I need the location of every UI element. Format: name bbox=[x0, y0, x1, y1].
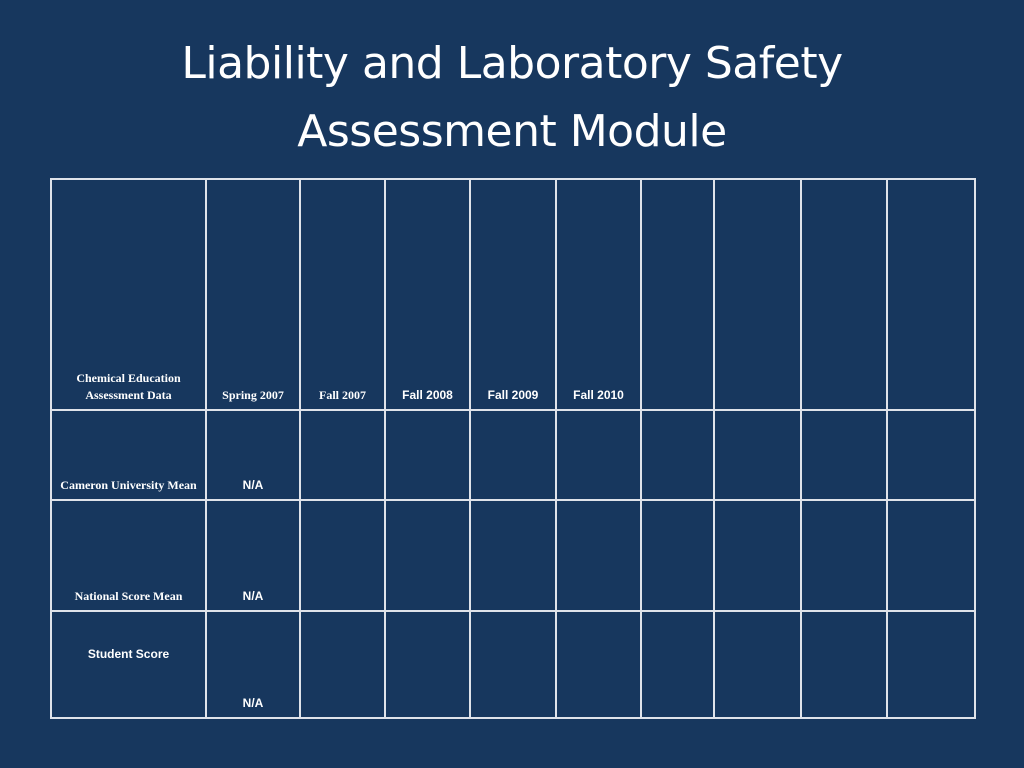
row-label-cell: Student Score bbox=[51, 611, 206, 718]
table-cell bbox=[714, 410, 801, 500]
row-label-cell: National Score Mean bbox=[51, 500, 206, 611]
table-row-student-score bbox=[51, 611, 975, 718]
table-cell bbox=[300, 611, 385, 718]
table-cell bbox=[801, 410, 887, 500]
header-label-cell: Chemical Education Assessment Data bbox=[51, 179, 206, 410]
table-cell bbox=[556, 410, 641, 500]
table-cell bbox=[300, 500, 385, 611]
table-cell bbox=[641, 611, 714, 718]
header-term-fall-2008: Fall 2008 bbox=[385, 179, 470, 410]
table-row-cameron-mean bbox=[51, 410, 975, 500]
table-row-national-mean bbox=[51, 500, 975, 611]
table-cell bbox=[887, 611, 975, 718]
table-cell bbox=[714, 500, 801, 611]
table-cell bbox=[385, 611, 470, 718]
table-cell bbox=[385, 500, 470, 611]
table-cell bbox=[470, 500, 556, 611]
table-cell: N/A bbox=[206, 410, 300, 500]
table-cell: N/A bbox=[206, 500, 300, 611]
table-cell bbox=[887, 500, 975, 611]
slide-title-line-1: Liability and Laboratory Safety bbox=[181, 38, 843, 89]
table-cell bbox=[801, 500, 887, 611]
table-cell bbox=[641, 500, 714, 611]
assessment-data-table bbox=[50, 178, 976, 719]
header-term-empty bbox=[714, 179, 801, 410]
table-cell bbox=[556, 611, 641, 718]
slide-title bbox=[0, 30, 1024, 166]
row-label-cell: Cameron University Mean bbox=[51, 410, 206, 500]
header-term-fall-2007: Fall 2007 bbox=[300, 179, 385, 410]
table-cell bbox=[714, 611, 801, 718]
table-cell bbox=[556, 500, 641, 611]
slide-title-line-2: Assessment Module bbox=[297, 106, 727, 157]
table-header-row bbox=[51, 179, 975, 410]
header-term-fall-2009: Fall 2009 bbox=[470, 179, 556, 410]
table-cell bbox=[300, 410, 385, 500]
header-term-empty bbox=[801, 179, 887, 410]
table-cell: N/A bbox=[206, 611, 300, 718]
table-cell bbox=[641, 410, 714, 500]
header-term-fall-2010: Fall 2010 bbox=[556, 179, 641, 410]
table-cell bbox=[470, 611, 556, 718]
header-term-empty bbox=[641, 179, 714, 410]
table-cell bbox=[887, 410, 975, 500]
header-term-empty bbox=[887, 179, 975, 410]
header-term-spring-2007: Spring 2007 bbox=[206, 179, 300, 410]
table-cell bbox=[385, 410, 470, 500]
table-cell bbox=[801, 611, 887, 718]
table-cell bbox=[470, 410, 556, 500]
